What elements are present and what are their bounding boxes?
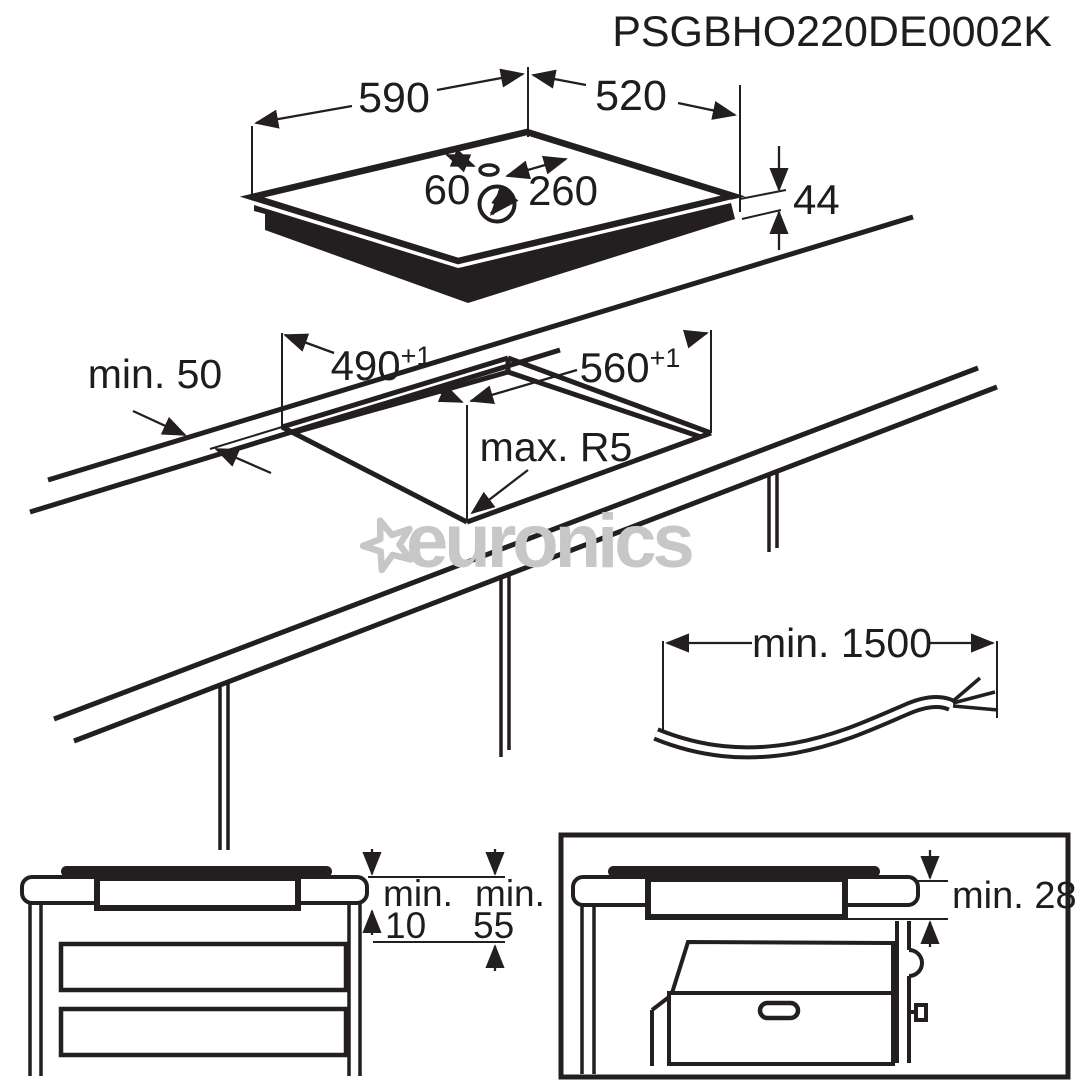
latch-knob — [916, 1005, 926, 1020]
svg-text:min. 28: min. 28 — [952, 875, 1077, 917]
svg-text:max. R5: max. R5 — [479, 424, 633, 470]
svg-text:min. 50: min. 50 — [87, 351, 223, 397]
hob-body-side — [648, 879, 845, 917]
svg-text:min.: min. — [383, 873, 453, 914]
cable-length-view — [656, 620, 998, 752]
svg-text:590: 590 — [358, 74, 430, 122]
hob-body-side — [97, 878, 298, 908]
hob-glass-side — [608, 866, 880, 877]
dim-590 — [256, 74, 523, 123]
power-cable — [656, 678, 998, 752]
oven-handle — [760, 1003, 798, 1018]
drawer-2 — [61, 1009, 346, 1055]
product-code: PSGBHO220DE0002K — [612, 8, 1052, 56]
svg-text:min. 1500: min. 1500 — [751, 620, 933, 666]
dim-min-28 — [930, 850, 1077, 947]
svg-text:560+1: $560^{+1}$ — [579, 343, 681, 391]
dim-520 — [533, 72, 735, 120]
svg-text:55: 55 — [473, 905, 515, 946]
dim-44 — [740, 146, 840, 250]
drawer-clearance-view — [22, 849, 545, 1076]
euronics-watermark — [363, 499, 692, 584]
hob-glass-side — [61, 866, 332, 877]
star-icon — [363, 521, 411, 570]
hinge-bump — [909, 950, 922, 976]
svg-text:490+1: $490^{+1}$ — [330, 341, 432, 389]
dim-min-1500 — [667, 620, 993, 666]
dim-min-10 — [372, 849, 453, 946]
svg-text:10: 10 — [385, 905, 427, 946]
drawer-1 — [61, 944, 346, 990]
svg-text:min.: min. — [475, 873, 545, 914]
power-connection-icon — [480, 187, 515, 222]
svg-text:260: 260 — [527, 167, 599, 214]
cable-gland — [480, 165, 498, 175]
oven — [652, 942, 893, 1066]
dim-min-55 — [473, 849, 545, 971]
watermark-text: euronics — [406, 499, 691, 584]
svg-text:520: 520 — [595, 72, 667, 120]
svg-text:60: 60 — [423, 166, 471, 213]
cabinet-side-panel-left — [582, 905, 594, 1074]
oven-clearance-view — [561, 835, 1077, 1077]
cabinet-side-panel-right — [897, 921, 926, 1063]
svg-text:44: 44 — [793, 176, 840, 223]
dim-min-50 — [88, 351, 271, 473]
